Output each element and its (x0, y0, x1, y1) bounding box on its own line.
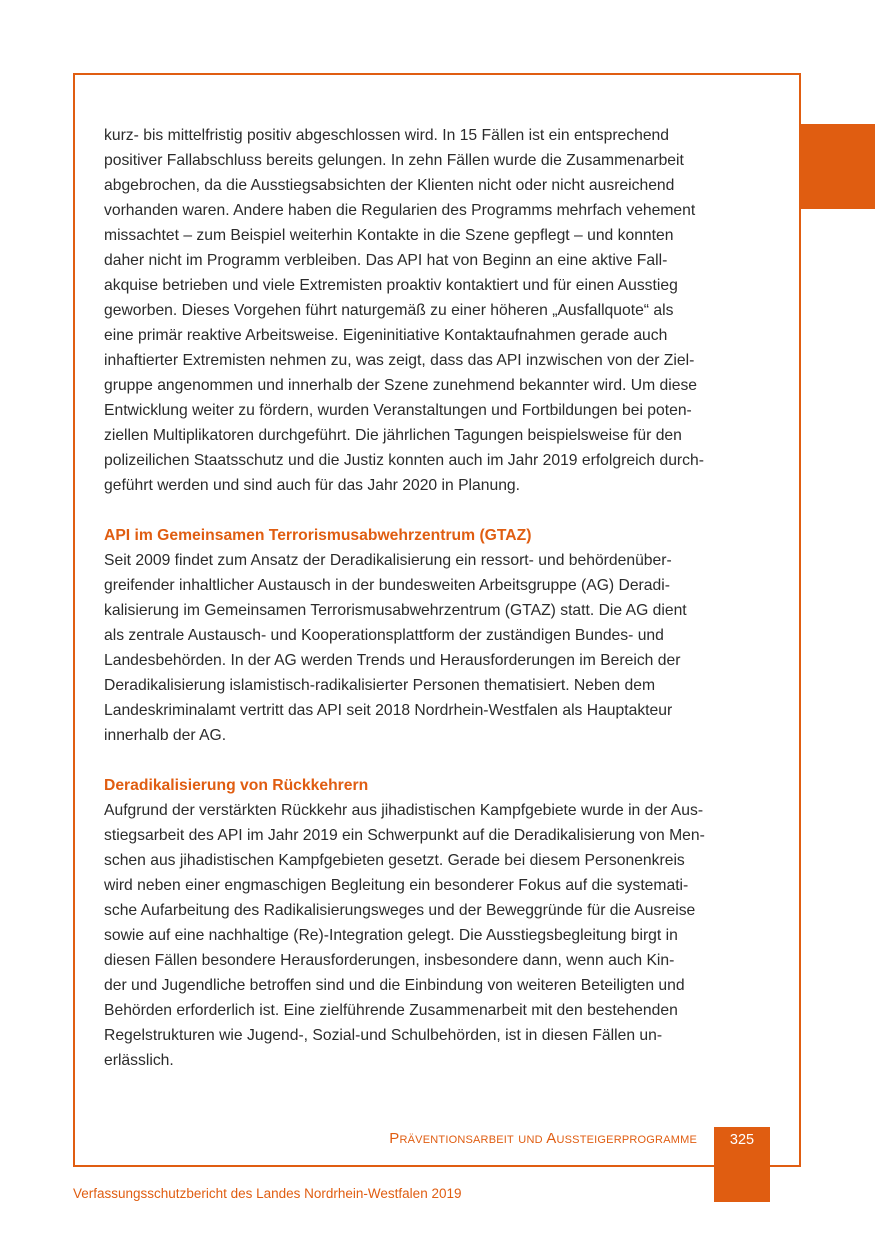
section-gtaz (104, 523, 774, 748)
text-line: als zentrale Austausch- und Kooperationsplattform der zuständigen Bundes- und (104, 627, 664, 644)
text-line: sche Aufarbeitung des Radikalisierungsweges und der Beweggründe für die Ausreise (104, 902, 696, 919)
text-line: daher nicht im Programm verbleiben. Das API hat von Beginn an eine aktive Fall- (104, 252, 668, 269)
text-line: Aufgrund der verstärkten Rückkehr aus jihadistischen Kampfgebiete wurde in der Aus- (104, 802, 704, 819)
text-line: Landeskriminalamt vertritt das API seit 2018 Nordrhein-Westfalen als Hauptakteur (104, 702, 673, 719)
text-line: Seit 2009 findet zum Ansatz der Deradikalisierung ein ressort- und behördenüber- (104, 552, 672, 569)
text-line: Entwicklung weiter zu fördern, wurden Veranstaltungen und Fortbildungen bei poten- (104, 402, 692, 419)
text-line: greifender inhaltlicher Austausch in der bundesweiten Arbeitsgruppe (AG) Deradi- (104, 577, 670, 594)
text-line: inhaftierter Extremisten nehmen zu, was zeigt, dass das API inzwischen von der Ziel- (104, 352, 695, 369)
text-line: abgebrochen, da die Ausstiegsabsichten der Klienten nicht oder nicht ausreichend (104, 177, 675, 194)
text-line: positiver Fallabschluss bereits gelungen. In zehn Fällen wurde die Zusammenarbeit (104, 152, 684, 169)
text-line: schen aus jihadistischen Kampfgebieten gesetzt. Gerade bei diesem Personenkreis (104, 852, 685, 869)
paragraph-spacer (104, 498, 774, 523)
text-line: missachtet – zum Beispiel weiterhin Kontakte in die Szene gepflegt – und konnten (104, 227, 674, 244)
text-line: kalisierung im Gemeinsamen Terrorismusabwehrzentrum (GTAZ) statt. Die AG dient (104, 602, 687, 619)
text-line: Landesbehörden. In der AG werden Trends und Herausforderungen im Bereich der (104, 652, 681, 669)
page-number-box (714, 1127, 770, 1202)
section-rueckkehrer (104, 773, 774, 1073)
text-line: kurz- bis mittelfristig positiv abgeschlossen wird. In 15 Fällen ist ein entsprechend (104, 127, 670, 144)
section-heading: API im Gemeinsamen Terrorismusabwehrzentrum (GTAZ) (104, 527, 532, 544)
text-line: Deradikalisierung islamistisch-radikalisierter Personen thematisiert. Neben dem (104, 677, 656, 694)
text-line: wird neben einer engmaschigen Begleitung ein besonderer Fokus auf die systemati- (104, 877, 689, 894)
text-line: sowie auf eine nachhaltige (Re)-Integration gelegt. Die Ausstiegsbegleitung birgt in (104, 927, 678, 944)
paragraph-intro (104, 123, 774, 498)
text-line: geworben. Dieses Vorgehen führt naturgemäß zu einer höheren „Ausfallquote“ als (104, 302, 674, 319)
text-line: akquise betrieben und viele Extremisten proaktiv kontaktiert und für einen Ausstieg (104, 277, 678, 294)
text-line: diesen Fällen besondere Herausforderungen, insbesondere dann, wenn auch Kin- (104, 952, 675, 969)
text-line: geführt werden und sind auch für das Jahr 2020 in Planung. (104, 477, 521, 494)
running-footer-section-title: Präventionsarbeit und Aussteigerprogramme (389, 1130, 697, 1147)
section-heading: Deradikalisierung von Rückkehrern (104, 777, 369, 794)
text-line: eine primär reaktive Arbeitsweise. Eigeninitiative Kontaktaufnahmen gerade auch (104, 327, 668, 344)
text-line: der und Jugendliche betroffen sind und die Einbindung von weiteren Beteiligten und (104, 977, 685, 994)
text-line: Behörden erforderlich ist. Eine zielführende Zusammenarbeit mit den bestehenden (104, 1002, 678, 1019)
text-line: innerhalb der AG. (104, 727, 227, 744)
main-text (104, 123, 774, 1073)
text-line: vorhanden waren. Andere haben die Regularien des Programms mehrfach vehement (104, 202, 696, 219)
chapter-marker-tab (799, 124, 875, 209)
text-line: Regelstrukturen wie Jugend-, Sozial-und Schulbehörden, ist in diesen Fällen un- (104, 1027, 663, 1044)
text-line: ziellen Multiplikatoren durchgeführt. Die jährlichen Tagungen beispielsweise für den (104, 427, 682, 444)
paragraph-spacer (104, 748, 774, 773)
text-line: stiegsarbeit des API im Jahr 2019 ein Schwerpunkt auf die Deradikalisierung von Men- (104, 827, 705, 844)
report-title: Verfassungsschutzbericht des Landes Nordrhein-Westfalen 2019 (73, 1186, 462, 1201)
text-line: polizeilichen Staatsschutz und die Justiz konnten auch im Jahr 2019 erfolgreich durch- (104, 452, 704, 469)
page-number: 325 (729, 1132, 755, 1148)
text-line: erlässlich. (104, 1052, 174, 1069)
text-line: gruppe angenommen und innerhalb der Szene zunehmend bekannter wird. Um diese (104, 377, 698, 394)
